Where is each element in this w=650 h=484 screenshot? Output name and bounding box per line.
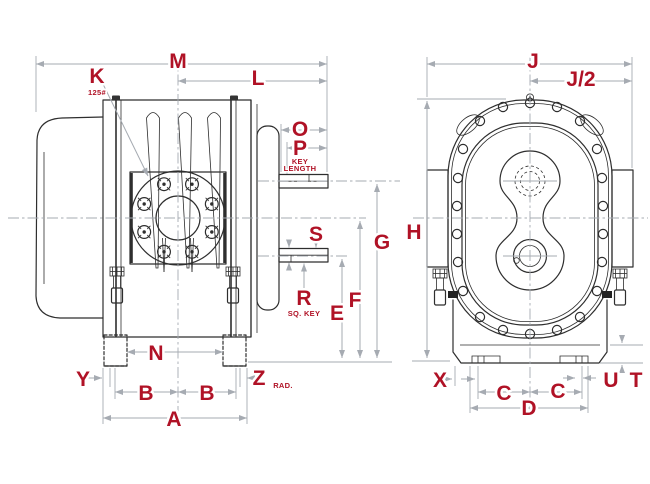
dim-note-z: RAD. xyxy=(273,381,293,390)
side-view-feet xyxy=(104,335,246,366)
side-view-labels xyxy=(76,50,390,431)
dim-note-p-2: LENGTH xyxy=(283,164,317,173)
side-view xyxy=(8,50,400,431)
dim-label-s: S xyxy=(308,223,324,246)
dim-note-p-1: KEY xyxy=(291,157,309,166)
dim-label-c-right: C xyxy=(550,380,566,403)
dim-label-b-right: B xyxy=(199,382,215,405)
dim-label-d: D xyxy=(521,397,537,420)
grease-fitting-icon xyxy=(226,267,240,303)
grease-fitting-icon xyxy=(433,269,447,305)
dim-label-p: P xyxy=(292,137,308,160)
dim-label-j: J xyxy=(527,50,539,73)
dim-label-o: O xyxy=(291,118,309,141)
dim-label-y: Y xyxy=(75,368,91,391)
dim-label-m: M xyxy=(169,50,187,73)
dim-label-f: F xyxy=(348,289,362,312)
leader-line-K xyxy=(103,84,148,176)
dim-label-j-half: J/2 xyxy=(566,68,596,91)
dim-note-k: 125# xyxy=(88,88,106,97)
grease-fitting-icon xyxy=(613,269,627,305)
dim-label-a: A xyxy=(166,408,182,431)
dim-label-k: K xyxy=(89,65,105,88)
dim-note-r: SQ. KEY xyxy=(287,309,321,318)
dim-label-b-left: B xyxy=(138,382,154,405)
dim-label-c-left: C xyxy=(496,382,512,405)
dim-label-h: H xyxy=(406,221,422,244)
dim-label-x: X xyxy=(432,369,448,392)
dim-label-g: G xyxy=(373,231,391,254)
dim-label-u: U xyxy=(603,369,619,392)
grease-fitting-icon xyxy=(110,267,124,303)
dim-label-l: L xyxy=(251,67,265,90)
dim-label-r: R xyxy=(296,287,312,310)
dim-label-t: T xyxy=(629,369,643,392)
side-view-casing xyxy=(36,96,279,367)
dim-label-n: N xyxy=(148,342,164,365)
dim-label-z: Z xyxy=(252,367,266,390)
end-view xyxy=(406,50,648,420)
dim-label-e: E xyxy=(329,302,345,325)
